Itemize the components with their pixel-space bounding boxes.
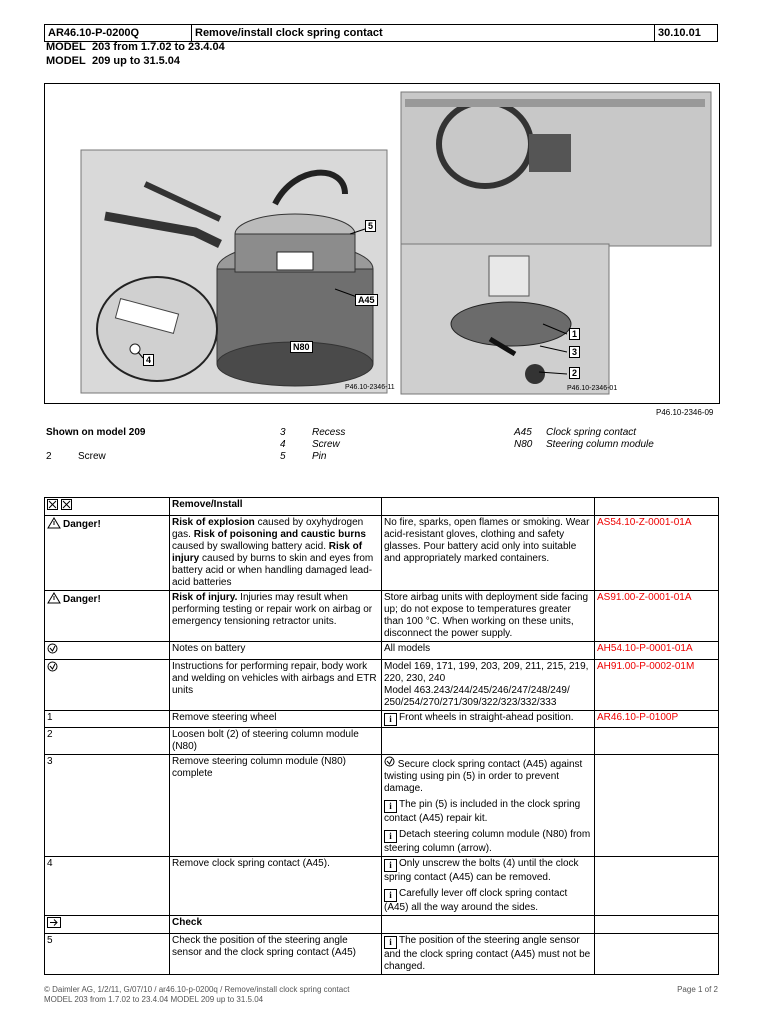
callout-4: 4	[143, 354, 154, 366]
remove-install-icon	[47, 499, 73, 510]
figure-box	[44, 83, 720, 404]
callout-5: 5	[365, 220, 376, 232]
page-number: Page 1 of 2	[677, 985, 718, 994]
callout-1: 1	[569, 328, 580, 340]
table-row: 4 Remove clock spring contact (A45). i Only unscrew the bolts (4) until the clock spring contact (A45) can be removed. i Carefully lever off clock spring contact (A45) all the way around the sides.	[45, 857, 719, 916]
info-icon: i	[384, 859, 397, 872]
info-icon: i	[384, 800, 397, 813]
info-icon: i	[384, 830, 397, 843]
callout-2: 2	[569, 367, 580, 379]
note-icon	[47, 643, 58, 654]
warning-triangle-icon	[47, 517, 61, 529]
table-row: 2 Loosen bolt (2) of steering column module (N80)	[45, 728, 719, 755]
table-row: Instructions for performing repair, body work and welding on vehicles with airbags and ETR units Model 169, 171, 199, 203, 209, 211, 215, 219, 220, 230, 240 Model 463.243/244/245/246/247/248/249/ 250/254/270/271/309/322/323/332/333 AH91.00-P-0002-01M	[45, 660, 719, 711]
doc-id: AR46.10-P-0200Q	[45, 25, 192, 42]
legend-item: 5 Pin	[280, 451, 327, 462]
table-row: 5 Check the position of the steering angle sensor and the clock spring contact (A45) i The position of the steering angle sensor and the clock spring contact (A45) must not be changed.	[45, 934, 719, 975]
note-icon	[384, 756, 395, 767]
table-head-row	[45, 498, 719, 516]
table-row: 3 Remove steering column module (N80) complete Secure clock spring contact (A45) against twisting using pin (5) in order to prevent damage. i The pin (5) is included in the clock spring contact (A45) repair kit. i Detach steering column module (N80) from steering column (arrow).	[45, 755, 719, 857]
remove-install-icons	[45, 498, 170, 516]
check-icon	[47, 917, 61, 928]
reference-link[interactable]: AH54.10-P-0001-01A	[595, 642, 719, 660]
table-head: Remove/Install	[170, 498, 382, 516]
info-icon: i	[384, 889, 397, 902]
model-line-2: MODEL 209 up to 31.5.04	[46, 55, 181, 67]
callout-n80: N80	[290, 341, 313, 353]
reference-link[interactable]: AH91.00-P-0002-01M	[595, 660, 719, 711]
procedure-table	[44, 497, 719, 975]
note-icon	[47, 661, 58, 672]
legend-item: N80 Steering column module	[514, 439, 654, 450]
reference-link[interactable]: AR46.10-P-0100P	[595, 711, 719, 728]
table-row: Notes on battery All models AH54.10-P-0001-01A	[45, 642, 719, 660]
info-icon: i	[384, 713, 397, 726]
legend-shown-on: Shown on model 209	[46, 427, 146, 438]
right-image-ref: P46.10-2346-01	[567, 385, 618, 392]
reference-link[interactable]: AS54.10-Z-0001-01A	[595, 516, 719, 591]
doc-date: 30.10.01	[655, 25, 718, 42]
table-row: Danger! Risk of injury. Injuries may result when performing testing or repair work on airbag or emergency tensioning retractor units. Store airbag units with deployment side facing up; do not expose to temperatures greater than 100 °C. When working on these units, disconnect the power supply. AS91.00-Z-0001-01A	[45, 591, 719, 642]
legend-item: 3 Recess	[280, 427, 346, 438]
table-row: Check	[45, 916, 719, 934]
callout-a45: A45	[355, 294, 378, 306]
left-image-ref: P46.10-2346-11	[345, 384, 395, 391]
callout-3: 3	[569, 346, 580, 358]
table-row: Danger! Risk of explosion caused by oxyhydrogen gas. Risk of poisoning and caustic burns caused by swallowing battery acid. Risk of injury caused by burns to skin and eyes from battery acid or when handling damaged lead-acid batteries No fire, sparks, open flames or smoking. Wear acid-resistant gloves, clothing and safety glasses. Pour battery acid only into suitable and appropriately marked containers. AS54.10-Z-0001-01A	[45, 516, 719, 591]
figure-ref: P46.10-2346-09	[656, 408, 714, 417]
legend-item: 2 Screw	[46, 451, 106, 462]
legend-item: A45 Clock spring contact	[514, 427, 637, 438]
footer: © Daimler AG, 1/2/11, G/07/10 / ar46.10-p-0200q / Remove/install clock spring contact MODEL 203 from 1.7.02 to 23.4.04 MODEL 209 up to 31.5.04 Page 1 of 2	[44, 985, 718, 1004]
doc-title: Remove/install clock spring contact	[192, 25, 655, 42]
legend-item: 4 Screw	[280, 439, 340, 450]
info-icon: i	[384, 936, 397, 949]
reference-link[interactable]: AS91.00-Z-0001-01A	[595, 591, 719, 642]
warning-triangle-icon	[47, 592, 61, 604]
model-line-1: MODEL 203 from 1.7.02 to 23.4.04	[46, 41, 225, 53]
header-table	[44, 24, 718, 42]
table-row: 1 Remove steering wheel i Front wheels in straight-ahead position. AR46.10-P-0100P	[45, 711, 719, 728]
